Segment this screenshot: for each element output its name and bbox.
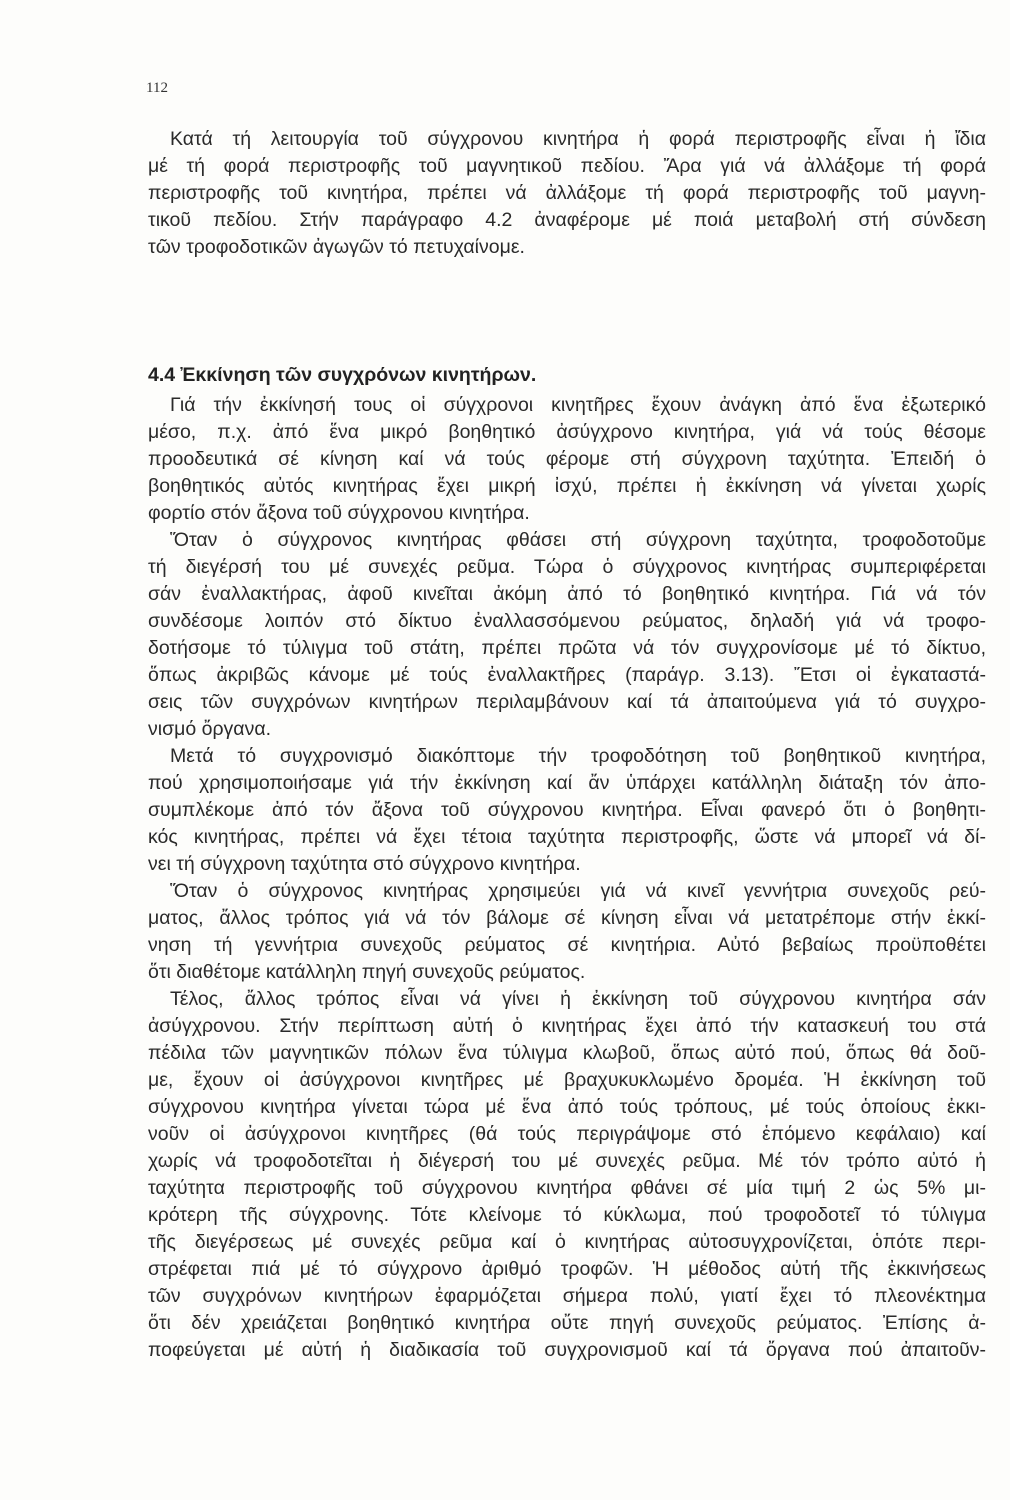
text-line: ὅτι διαθέτομε κατάλληλη πηγή συνεχοῦς ρεύματος. [148, 961, 586, 983]
page-number: 112 [146, 80, 168, 96]
text-line: φορτίο στόν ἄξονα τοῦ σύγχρονου κινητήρα. [148, 502, 530, 524]
text-line: κός κινητήρας, πρέπει νά ἔχει τέτοια ταχύτητα περιστροφῆς, ὥστε νά μπορεῖ νά δί- [148, 826, 986, 848]
text-line: ματος, ἄλλος τρόπος γιά νά τόν βάλομε σέ κίνηση εἶναι νά μετατρέπομε στήν ἐκκί- [148, 907, 986, 929]
section-heading: 4.4 Ἐκκίνηση τῶν συγχρόνων κινητήρων. [148, 364, 537, 386]
text-line: Ὅταν ὁ σύγχρονος κινητήρας φθάσει στή σύγχρονη ταχύτητα, τροφοδοτοῦμε [170, 529, 986, 551]
paragraph [148, 392, 986, 527]
paragraph [148, 527, 986, 743]
text-line: ὅτι δέν χρειάζεται βοηθητικό κινητήρα οὔτε πηγή συνεχοῦς ρεύματος. Ἐπίσης ἀ- [148, 1312, 986, 1334]
text-line: νισμό ὄργανα. [148, 718, 272, 740]
text-line: νει τή σύγχρονη ταχύτητα στό σύγχρονο κινητήρα. [148, 853, 581, 875]
text-line: τῶν τροφοδοτικῶν ἀγωγῶν τό πετυχαίνομε. [148, 236, 525, 258]
text-line: ὅπως ἀκριβῶς κάνομε μέ τούς ἐναλλακτῆρες (παράγρ. 3.13). Ἔτσι οἱ ἐγκαταστά- [148, 664, 986, 686]
text-line: συνδέσομε λοιπόν στό δίκτυο ἐναλλασσόμενου ρεύματος, δηλαδή γιά νά τροφο- [148, 610, 986, 632]
text-line: σεις τῶν συγχρόνων κινητήρων περιλαμβάνουν καί τά ἀπαιτούμενα γιά τό συγχρο- [148, 691, 986, 713]
text-line: κρότερη τῆς σύγχρονης. Τότε κλείνομε τό κύκλωμα, πού τροφοδοτεῖ τό τύλιγμα [148, 1204, 986, 1226]
paragraph [148, 986, 986, 1364]
text-line: ποφεύγεται μέ αὐτή ἡ διαδικασία τοῦ συγχρονισμοῦ καί τά ὄργανα πού ἀπαιτοῦν- [148, 1339, 986, 1361]
text-line: τή διεγέρσή του μέ συνεχές ρεῦμα. Τώρα ὁ σύγχρονος κινητήρας συμπεριφέρεται [148, 556, 986, 578]
paragraph [148, 878, 986, 986]
text-line: συμπλέκομε ἀπό τόν ἄξονα τοῦ σύγχρονου κινητήρα. Εἶναι φανερό ὅτι ὁ βοηθητι- [148, 799, 986, 821]
text-line: πέδιλα τῶν μαγνητικῶν πόλων ἕνα τύλιγμα κλωβοῦ, ὅπως αὐτό πού, ὅπως θά δοῦ- [148, 1042, 986, 1064]
text-line: Τέλος, ἄλλος τρόπος εἶναι νά γίνει ἡ ἐκκίνηση τοῦ σύγχρονου κινητήρα σάν [170, 988, 986, 1010]
text-line: δοτήσομε τό τύλιγμα τοῦ στάτη, πρέπει πρῶτα νά τόν συγχρονίσομε μέ τό δίκτυο, [148, 637, 986, 659]
text-line: Ὅταν ὁ σύγχρονος κινητήρας χρησιμεύει γιά νά κινεῖ γεννήτρια συνεχοῦς ρεύ- [170, 880, 986, 902]
text-line: με, ἔχουν οἱ ἀσύγχρονοι κινητῆρες μέ βραχυκυκλωμένο δρομέα. Ἡ ἐκκίνηση τοῦ [148, 1069, 986, 1091]
text-line: νηση τή γεννήτρια συνεχοῦς ρεύματος σέ κινητήρια. Αὐτό βεβαίως προϋποθέτει [148, 934, 986, 956]
text-line: πού χρησιμοποιήσαμε γιά τήν ἐκκίνηση καί ἄν ὑπάρχει κατάλληλη διάταξη τόν ἀπο- [148, 772, 986, 794]
text-line: περιστροφῆς τοῦ κινητήρα, πρέπει νά ἀλλάξομε τή φορά περιστροφῆς τοῦ μαγνη- [148, 182, 986, 204]
text-line: νοῦν οἱ ἀσύγχρονοι κινητῆρες (θά τούς περιγράψομε στό ἑπόμενο κεφάλαιο) καί [148, 1123, 986, 1145]
text-line: ταχύτητα περιστροφῆς τοῦ σύγχρονου κινητήρα φθάνει σέ μία τιμή 2 ὡς 5% μι- [148, 1177, 986, 1199]
text-line: βοηθητικός αὐτός κινητήρας ἔχει μικρή ἰσχύ, πρέπει ἡ ἐκκίνηση νά γίνεται χωρίς [148, 475, 986, 497]
text-line: στρέφεται πιά μέ τό σύγχρονο ἀριθμό τροφῶν. Ἡ μέθοδος αὐτή τῆς ἐκκινήσεως [148, 1258, 986, 1280]
text-line: τικοῦ πεδίου. Στήν παράγραφο 4.2 ἀναφέρομε μέ ποιά μεταβολή στή σύνδεση [148, 209, 986, 231]
text-line: Γιά τήν ἐκκίνησή τους οἱ σύγχρονοι κινητῆρες ἔχουν ἀνάγκη ἀπό ἕνα ἐξωτερικό [170, 394, 986, 416]
text-line: Κατά τή λειτουργία τοῦ σύγχρονου κινητήρα ἡ φορά περιστροφῆς εἶναι ἡ ἴδια [170, 128, 986, 150]
text-line: τῆς διεγέρσεως μέ συνεχές ρεῦμα καί ὁ κινητήρας αὐτοσυγχρονίζεται, ὁπότε περι- [148, 1231, 986, 1253]
paragraph [148, 743, 986, 878]
text-line: μέσο, π.χ. ἀπό ἕνα μικρό βοηθητικό ἀσύγχρονο κινητήρα, γιά νά τούς θέσομε [148, 421, 986, 443]
section-body [148, 392, 986, 1364]
text-line: Μετά τό συγχρονισμό διακόπτομε τήν τροφοδότηση τοῦ βοηθητικοῦ κινητήρα, [170, 745, 986, 767]
text-line: χωρίς νά τροφοδοτεῖται ἡ διέγερσή του μέ συνεχές ρεῦμα. Μέ τόν τρόπο αὐτό ἡ [148, 1150, 986, 1172]
paragraph-intro [148, 126, 986, 261]
text-line: σύγχρονου κινητήρα γίνεται τώρα μέ ἕνα ἀπό τούς τρόπους, μέ τούς ὁποίους ἐκκι- [148, 1096, 986, 1118]
text-line: προοδευτικά σέ κίνηση καί νά τούς φέρομε στή σύγχρονη ταχύτητα. Ἐπειδή ὁ [148, 448, 986, 470]
text-line: τῶν συγχρόνων κινητήρων ἐφαρμόζεται σήμερα πολύ, γιατί ἔχει τό πλεονέκτημα [148, 1285, 986, 1307]
text-line: σάν ἐναλλακτήρας, ἀφοῦ κινεῖται ἀκόμη ἀπό τό βοηθητικό κινητήρα. Γιά νά τόν [148, 583, 986, 605]
text-line: ἀσύγχρονου. Στήν περίπτωση αὐτή ὁ κινητήρας ἔχει ἀπό τήν κατασκευή του στά [148, 1015, 986, 1037]
text-line: μέ τή φορά περιστροφῆς τοῦ μαγνητικοῦ πεδίου. Ἄρα γιά νά ἀλλάξομε τή φορά [148, 155, 986, 177]
